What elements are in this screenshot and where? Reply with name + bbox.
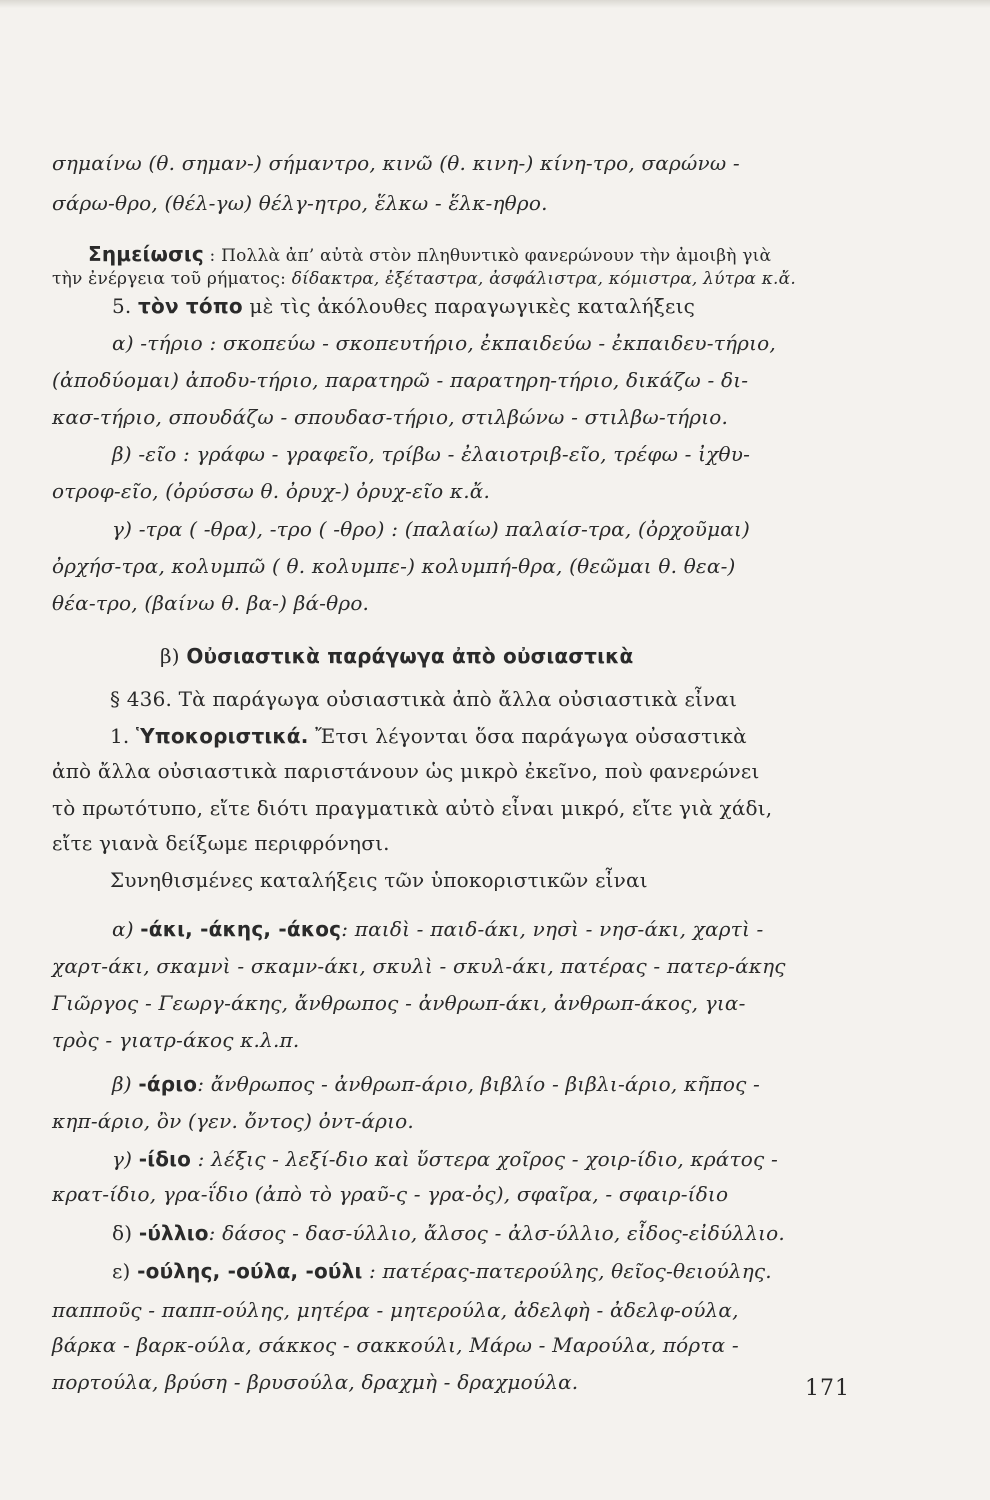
bold-term: -άκι, -άκης, -άκος — [140, 917, 342, 941]
text-line — [52, 1298, 874, 1322]
text-run: α) -τήριο : σκοπεύω - σκοπευτήριο, ἐκπαιδεύω - ἐκπαιδευ-τήριο, — [112, 331, 776, 355]
text-run: κρατ-ίδιο, γρα-ΐδιο (ἀπὸ τὸ γραῦ-ς - γρα-ὀς), σφαῖρα, - σφαιρ-ίδιο — [52, 1182, 729, 1206]
text-run: : λέξις - λεξί-διο καὶ ὕστερα χοῖρος - χοιρ-ίδιο, κράτος - — [191, 1147, 778, 1171]
text-run: ε) — [112, 1259, 138, 1283]
text-run: (ἀποδύομαι) ἀποδυ-τήριο, παρατηρῶ - παρατηρη-τήριο, δικάζω - δι- — [52, 368, 749, 392]
text-line — [52, 1182, 874, 1206]
text-run: α) — [112, 917, 141, 941]
bold-term: Ὑποκοριστικά. — [136, 724, 309, 748]
bold-term: -ούλης, -ούλα, -ούλι — [137, 1259, 363, 1283]
text-line — [160, 644, 874, 668]
text-run: οτροφ-εῖο, (ὀρύσσω θ. ὀρυχ-) ὀρυχ-εῖο κ.ἄ. — [52, 479, 491, 503]
text-line — [52, 479, 874, 503]
text-run: : Πολλὰ ἀπ’ αὐτὰ στὸν πληθυντικὸ φανερώνουν τὴν ἀμοιβὴ γιὰ — [203, 246, 772, 266]
text-run: πορτούλα, βρύση - βρυσούλα, δραχμὴ - δραχμούλα. — [52, 1370, 579, 1394]
text-run: : παιδὶ - παιδ-άκι, νησὶ - νησ-άκι, χαρτὶ - — [341, 917, 764, 941]
text-line — [52, 796, 874, 820]
text-line — [52, 831, 874, 855]
text-run: : πατέρας-πατερούλης, θεῖος-θειούλης. — [362, 1259, 772, 1283]
bold-term: -ίδιο — [138, 1147, 192, 1171]
text-run: β) — [160, 644, 187, 668]
text-line — [52, 151, 874, 175]
text-run: σημαίνω (θ. σημαν-) σήμαντρο, κινῶ (θ. κινη-) κίνη-τρο, σαρώνω - — [52, 151, 740, 175]
text-run: : ἄνθρωπος - ἀνθρωπ-άριο, βιβλίο - βιβλι-άριο, κῆπος - — [197, 1072, 760, 1096]
text-line — [110, 868, 874, 892]
text-line — [52, 554, 874, 578]
text-run: : δάσος - δασ-ύλλιο, ἄλσος - ἀλσ-ύλλιο, εἶδος-εἰδύλλιο. — [208, 1221, 785, 1245]
text-line — [110, 687, 874, 711]
text-run: β) — [112, 1072, 139, 1096]
page-edge — [0, 0, 990, 8]
text-run: θέα-τρο, (βαίνω θ. βα-) βά-θρο. — [52, 591, 370, 615]
text-run: δίδακτρα, ἐξέταστρα, ἀσφάλιστρα, κόμιστρα, λύτρα κ.ἄ. — [291, 269, 796, 289]
text-run: γ) -τρα ( -θρα), -τρο ( -θρο) : (παλαίω) παλαίσ-τρα, (ὀρχοῦμαι) — [112, 517, 751, 541]
text-run: μὲ τὶς ἀκόλουθες παραγωγικὲς καταλήξεις — [242, 294, 696, 318]
text-line — [52, 991, 874, 1015]
bold-term: -ύλλιο — [138, 1221, 209, 1245]
text-run: Συνηθισμένες καταλήξεις τῶν ὑποκοριστικῶν εἶναι — [110, 868, 648, 892]
text-line — [110, 724, 874, 748]
text-run: κασ-τήριο, σπουδάζω - σπουδασ-τήριο, στιλβώνω - στιλβω-τήριο. — [52, 405, 729, 429]
text-line — [112, 917, 874, 941]
text-line — [112, 294, 874, 318]
text-line — [112, 442, 874, 466]
text-line — [52, 954, 874, 978]
text-line — [52, 191, 874, 215]
bold-term: -άριο — [138, 1072, 198, 1096]
text-line — [52, 265, 874, 291]
bold-term: τὸν τόπο — [138, 294, 243, 318]
text-run: τὸ πρωτότυπο, εἴτε διότι πραγματικὰ αὐτὸ εἶναι μικρό, εἴτε γιὰ χάδι, — [52, 796, 773, 820]
text-run: Γιῶργος - Γεωργ-άκης, ἄνθρωπος - ἀνθρωπ-άκι, ἀνθρωπ-άκος, για- — [52, 991, 746, 1015]
text-line — [52, 1028, 874, 1052]
text-run: δ) — [112, 1221, 139, 1245]
text-run: βάρκα - βαρκ-ούλα, σάκκος - σακκούλι, Μάρω - Μαρούλα, πόρτα - — [52, 1333, 739, 1357]
text-line — [112, 1259, 874, 1283]
text-run: 5. — [112, 294, 139, 318]
text-run: κηπ-άριο, ὂν (γεν. ὄντος) ὀντ-άριο. — [52, 1109, 414, 1133]
text-line — [112, 1221, 874, 1245]
text-run: παπποῦς - παππ-ούλης, μητέρα - μητερούλα, ἀδελφὴ - ἀδελφ-ούλα, — [52, 1298, 739, 1322]
text-run: ὀρχήσ-τρα, κολυμπῶ ( θ. κολυμπε-) κολυμπή-θρα, (θεῶμαι θ. θεα-) — [52, 554, 736, 578]
text-line — [112, 517, 874, 541]
text-run: εἴτε γιανὰ δείξωμε περιφρόνησι. — [52, 831, 390, 855]
text-line — [112, 1072, 874, 1096]
text-line — [52, 1370, 874, 1394]
bold-term: Σημείωσις — [88, 242, 204, 266]
text-line — [52, 1333, 874, 1357]
text-line — [52, 759, 874, 783]
text-run: γ) — [112, 1147, 139, 1171]
text-run: Ἔτσι λέγονται ὅσα παράγωγα οὐσαστικὰ — [308, 724, 747, 748]
text-run: β) -εῖο : γράφω - γραφεῖο, τρίβω - ἐλαιοτριβ-εῖο, τρέφω - ἰχθυ- — [112, 442, 751, 466]
text-run: σάρω-θρο, (θέλ-γω) θέλγ-ητρο, ἕλκω - ἕλκ-ηθρο. — [52, 191, 548, 215]
text-run: χαρτ-άκι, σκαμνὶ - σκαμν-άκι, σκυλὶ - σκυλ-άκι, πατέρας - πατερ-άκης — [52, 954, 786, 978]
text-line — [52, 405, 874, 429]
text-run: 1. — [110, 724, 137, 748]
text-line — [112, 1147, 874, 1171]
text-run: τρὸς - γιατρ-άκος κ.λ.π. — [52, 1028, 300, 1052]
text-run: ἀπὸ ἄλλα οὐσιαστικὰ παριστάνουν ὡς μικρὸ ἐκεῖνο, ποὺ φανερώνει — [52, 759, 760, 783]
text-run: τὴν ἐνέργεια τοῦ ρήματος: — [52, 269, 292, 289]
text-line — [52, 591, 874, 615]
text-line — [52, 368, 874, 392]
bold-term: Οὐσιαστικὰ παράγωγα ἀπὸ οὐσιαστικὰ — [186, 644, 634, 668]
text-run: § 436. Τὰ παράγωγα οὐσιαστικὰ ἀπὸ ἄλλα οὐσιαστικὰ εἶναι — [110, 687, 738, 711]
page-number: 171 — [805, 1376, 850, 1401]
text-line — [112, 331, 874, 355]
text-line — [52, 1109, 874, 1133]
